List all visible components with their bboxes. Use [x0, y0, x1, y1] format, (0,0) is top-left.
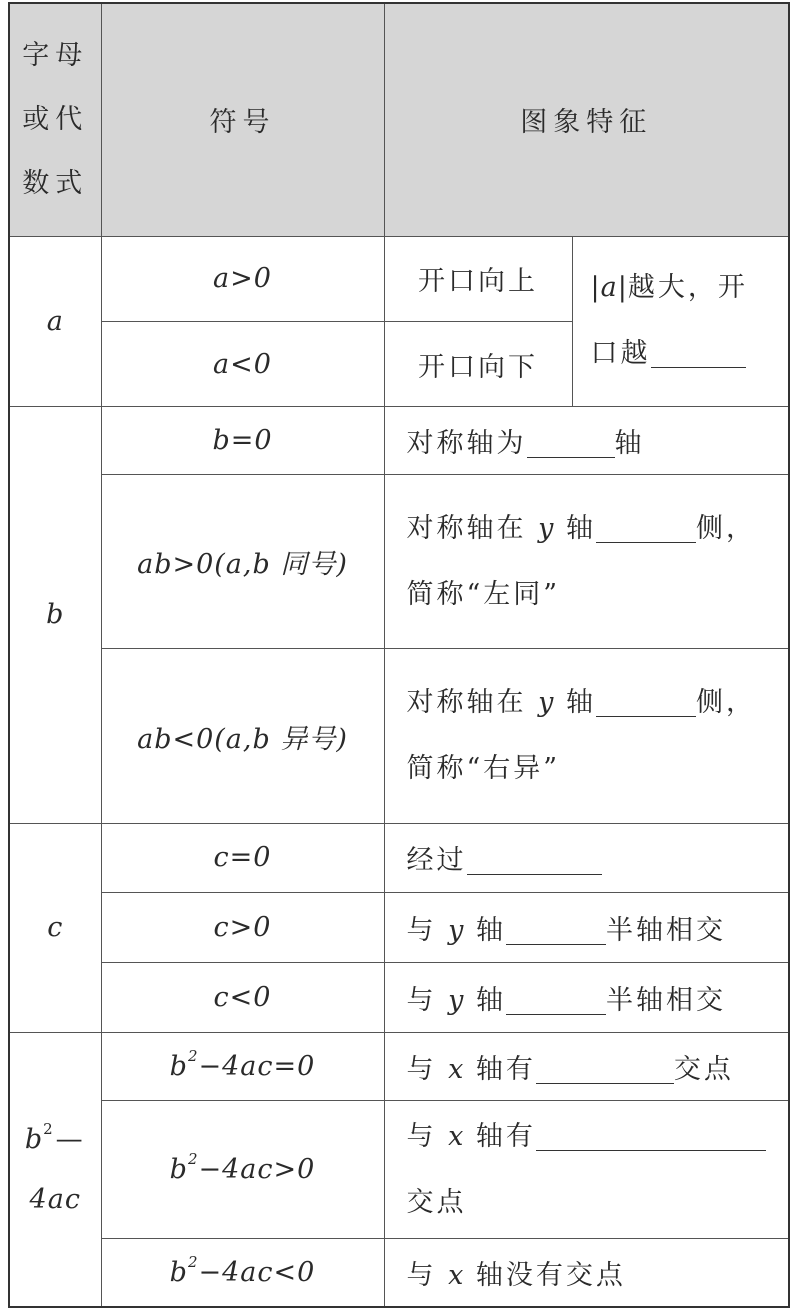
answer-blank[interactable]: [506, 918, 606, 945]
text: 对称轴在: [406, 512, 527, 544]
axis-var: x: [448, 1260, 465, 1292]
var-b: b: [24, 1123, 44, 1155]
row-label-b: b: [9, 407, 101, 824]
sign-cell: [101, 1239, 384, 1307]
sign-cell: [101, 1101, 384, 1239]
text: 轴: [475, 984, 506, 1016]
table-row: [9, 407, 789, 475]
table-row: [9, 1033, 789, 1101]
axis-var: y: [448, 984, 465, 1016]
feature-cell: [384, 892, 789, 962]
text: 与: [406, 1120, 437, 1152]
sign-cell: c=0: [101, 823, 384, 892]
feature-cell: [384, 1101, 789, 1239]
var-b: b: [169, 1257, 188, 1289]
feature-cell: [384, 1239, 789, 1307]
row-label-a: a: [9, 236, 101, 406]
sign-cell: b=0: [101, 407, 384, 475]
text: 轴: [475, 914, 506, 946]
header-letter-line: 数式: [22, 167, 89, 199]
text: 与: [406, 914, 437, 946]
text: 侧，: [695, 687, 756, 719]
var-b: b: [169, 1154, 188, 1186]
text: 简称“右异”: [406, 753, 561, 785]
text: 越大，开: [627, 272, 748, 304]
answer-blank[interactable]: [596, 690, 696, 717]
text: 简称“左同”: [406, 578, 561, 610]
text: 与: [406, 984, 437, 1016]
table-row: [9, 823, 789, 892]
table-row: [9, 1239, 789, 1307]
axis-var: x: [448, 1054, 465, 1086]
sign-cell: c<0: [101, 962, 384, 1032]
answer-blank[interactable]: [467, 848, 602, 875]
feature-cell-shared: |a|越大，开 口越: [572, 236, 789, 406]
text: 轴: [614, 428, 645, 460]
text: 口越: [590, 338, 651, 370]
text: 经过: [406, 845, 467, 877]
answer-blank[interactable]: [506, 988, 606, 1015]
table-row: [9, 649, 789, 823]
table-row: [9, 1101, 789, 1239]
text: 半轴相交: [605, 914, 726, 946]
header-row: [9, 3, 789, 236]
table-row: [9, 236, 789, 321]
answer-blank[interactable]: [527, 431, 615, 458]
feature-cell: [384, 962, 789, 1032]
text: 轴有: [475, 1054, 536, 1086]
sign-cell: a>0: [101, 236, 384, 321]
var-a: a: [600, 272, 618, 304]
text: 交点: [406, 1186, 467, 1218]
row-label-c: c: [9, 823, 101, 1032]
table-row: [9, 475, 789, 649]
axis-var: y: [448, 914, 465, 946]
header-feature: 图象特征: [384, 3, 789, 236]
axis-var: y: [538, 512, 555, 544]
header-letter-line: 字母: [22, 39, 89, 71]
header-letter: [9, 3, 101, 236]
sign-cell: [101, 475, 384, 649]
sign-cell: a<0: [101, 321, 384, 406]
sign-cell: [101, 649, 384, 823]
text: 交点: [673, 1054, 734, 1086]
exponent: 2: [187, 1150, 199, 1169]
text: 半轴相交: [605, 984, 726, 1016]
axis-var: x: [448, 1120, 465, 1152]
feature-cell: [384, 475, 789, 649]
label-4ac: 4ac: [29, 1183, 81, 1215]
feature-cell: [384, 407, 789, 475]
feature-cell: [384, 649, 789, 823]
text: 对称轴为: [406, 428, 527, 460]
var-b: b: [169, 1051, 188, 1083]
sign-cell: [101, 1033, 384, 1101]
sign-tail: −4ac>0: [198, 1154, 316, 1186]
row-label-discriminant: [9, 1033, 101, 1308]
table-row: [9, 892, 789, 962]
sign-tail: −4ac<0: [198, 1257, 316, 1289]
header-letter-line: 或代: [22, 103, 89, 135]
text: 对称轴在: [406, 687, 527, 719]
minus-sign: —: [55, 1123, 86, 1155]
text: 侧，: [695, 512, 756, 544]
answer-blank[interactable]: [596, 516, 696, 543]
answer-blank[interactable]: [536, 1057, 674, 1084]
answer-blank[interactable]: [536, 1124, 766, 1151]
feature-cell: [384, 823, 789, 892]
feature-cell: 开口向上: [384, 236, 572, 321]
header-sign: 符号: [101, 3, 384, 236]
exponent: 2: [187, 1047, 199, 1066]
sign-tail: −4ac=0: [198, 1051, 316, 1083]
sign-text: ab<0(a,b 异号): [137, 723, 348, 755]
exponent: 2: [43, 1119, 56, 1138]
sign-cell: c>0: [101, 892, 384, 962]
text: 轴没有交点: [475, 1260, 626, 1292]
table-row: [9, 962, 789, 1032]
sign-text: ab>0(a,b 同号): [137, 549, 348, 581]
properties-table: [8, 2, 790, 1308]
text: 与: [406, 1054, 437, 1086]
feature-cell: [384, 1033, 789, 1101]
feature-cell: 开口向下: [384, 321, 572, 406]
text: 轴有: [475, 1120, 536, 1152]
exponent: 2: [187, 1253, 199, 1272]
text: 轴: [565, 687, 596, 719]
axis-var: y: [538, 687, 555, 719]
text: 轴: [565, 512, 596, 544]
text: 与: [406, 1260, 437, 1292]
answer-blank[interactable]: [651, 341, 746, 368]
